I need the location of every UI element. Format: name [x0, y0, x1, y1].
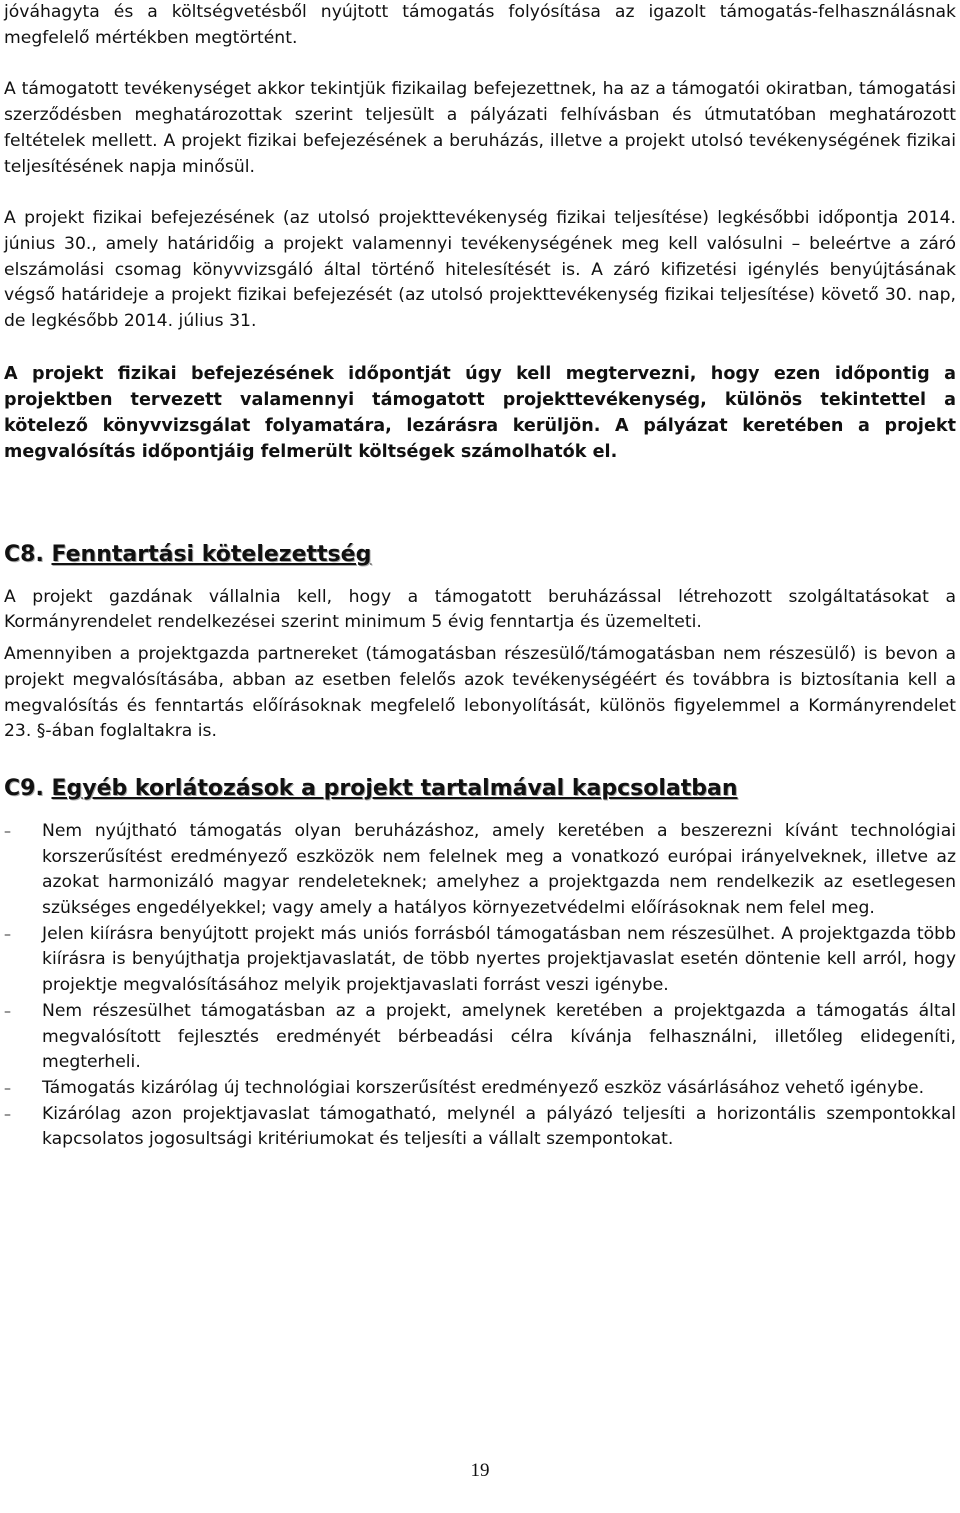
c8-paragraph-2: Amennyiben a projektgazda partnereket (támogatásban részesülő/támogatásban nem részesülő) is bevon a projekt megvalósításába, abban az esetben felelős azok tevékenységéért és továbbra is biztosítania kell a megvalósítás és fenntartás előírásoknak megfelelő lebonyolítását, különös figyelemmel a Kormányrendelet 23. §-ában foglaltakra is. — [4, 644, 956, 742]
section-number: C8. — [4, 541, 44, 567]
intro-paragraph-3 — [4, 206, 956, 335]
document-page — [4, 0, 956, 1153]
intro-paragraph-1: jóváhagyta és a költségvetésből nyújtott támogatás folyósítása az igazolt támogatás-felhasználásnak megfelelő mértékben megtörtént. — [4, 2, 956, 48]
deadline-sentence: A projekt fizikai befejezésének (az utolsó projekttevékenység fizikai teljesítése) legkésőbbi időpontja 2014. június 30. — [4, 208, 956, 254]
section-heading-c8 — [4, 541, 956, 569]
dash-bullet-icon — [4, 999, 14, 1026]
deadline-condition: , amely határidőig a projekt valamennyi tevékenységének meg kell valósulni – beleértve a záró elszámolási csomag könyvvizsgáló által történő hitelesítését is. — [4, 233, 956, 280]
dash-bullet-icon — [4, 819, 14, 846]
section-heading-c9 — [4, 775, 956, 803]
intro-paragraph-2 — [4, 77, 956, 180]
physical-completion-date-rule: A projekt fizikai befejezésének a beruházás, illetve a projekt utolsó tevékenységének fizikai teljesítésének napja minősül. — [4, 130, 956, 177]
final-claim-deadline: A záró kifizetési igénylés benyújtásának végső határideje a projekt fizikai befejezését (az utolsó projekttevékenység fizikai teljesítése) követő 30. nap, de legkésőbb 2014. július 31. — [4, 259, 956, 332]
page-number: 19 — [470, 1460, 490, 1481]
bold-notice-paragraph: A projekt fizikai befejezésének időpontját úgy kell megtervezni, hogy ezen időpontig a projektben tervezett valamennyi támogatott projekttevékenység, különös tekintettel a kötelező könyvvizsgálat folyamatára, lezárásra kerüljön. A pályázat keretében a projekt megvalósítás időpontjáig felmerült költségek számolhatók el. — [4, 363, 956, 462]
c8-paragraph-1: A projekt gazdának vállalnia kell, hogy a támogatott beruházással létrehozott szolgáltatásokat a Kormányrendelet rendelkezései szerint minimum 5 évig fenntartja és üzemelteti. — [4, 586, 956, 633]
list-item: – Kizárólag azon projektjavaslat támogatható, melynél a pályázó teljesíti a horizontális szempontokkal kapcsolatos jogosultsági kritériumokat és teljesíti a vállalt szempontokat. — [4, 1102, 956, 1153]
dash-bullet-icon — [4, 1076, 14, 1103]
restrictions-list — [4, 819, 956, 1153]
section-title: Fenntartási kötelezettség — [51, 541, 372, 567]
section-title: Egyéb korlátozások a projekt tartalmával kapcsolatban — [51, 775, 738, 801]
section-number: C9. — [4, 775, 44, 801]
dash-bullet-icon — [4, 1102, 14, 1129]
list-item: – Nem részesülhet támogatásban az a projekt, amelynek keretében a projektgazda a támogatás által megvalósított fejlesztés eredményét bérbeadási célra kívánja felhasználni, illetőleg elidegeníti, megterheli. — [4, 999, 956, 1076]
list-item: – Nem nyújtható támogatás olyan beruházáshoz, amely keretében a beszerezni kívánt technológiai korszerűsítést eredményező eszközök nem felelnek meg a vonatkozó európai irányelveknek, illetve az azokat harmonizáló magyar rendeleteknek; amelyhez a projektgazda nem rendelkezik az esetlegesen szükséges engedélyekkel; vagy amely a hatályos környezetvédelmi előírásoknak nem felel meg. — [4, 819, 956, 922]
dash-bullet-icon — [4, 922, 14, 949]
list-item: – Jelen kiírásra benyújtott projekt más uniós forrásból támogatásban nem részesülhet. A projektgazda több kiírásra is benyújthatja projektjavaslatát, de több nyertes projektjavaslat esetén döntenie kell arról, hogy projektje megvalósításához melyik projektjavaslati forrást veszi igénybe. — [4, 922, 956, 999]
list-item: – Támogatás kizárólag új technológiai korszerűsítést eredményező eszköz vásárlásához vehető igénybe. — [4, 1076, 956, 1102]
physical-completion-definition: A támogatott tevékenységet akkor tekintjük fizikailag befejezettnek, ha az a támogatói okiratban, támogatási szerződésben meghatározottak szerint teljesült a pályázati felhívásban és útmutatóban meghatározott feltételek mellett. — [4, 79, 956, 151]
